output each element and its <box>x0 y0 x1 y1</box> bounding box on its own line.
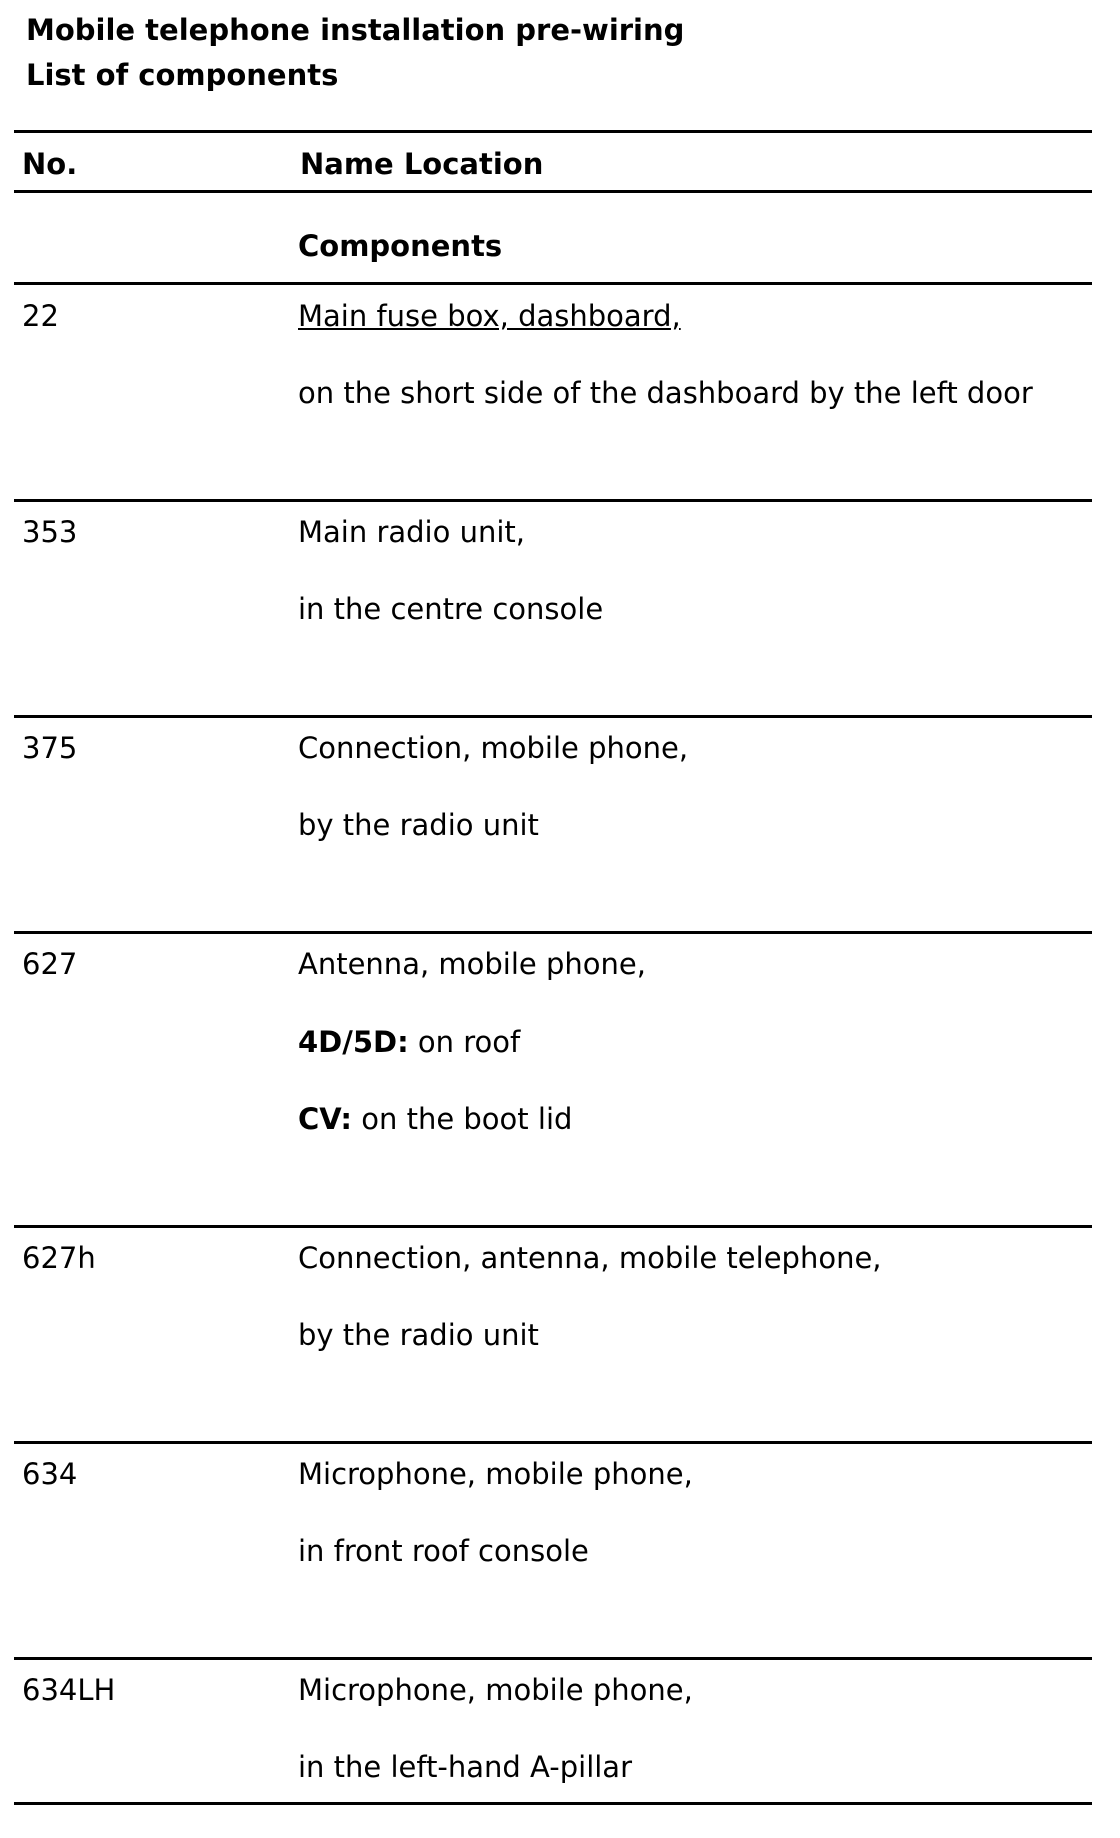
row-number: 353 <box>22 515 78 549</box>
row-name: Connection, mobile phone, <box>298 731 689 765</box>
document-title <box>26 8 684 98</box>
row-divider <box>14 715 1092 718</box>
row-number: 634LH <box>22 1673 116 1707</box>
row-location: on the short side of the dashboard by the left door <box>298 376 1033 410</box>
row-location: in the left-hand A-pillar <box>298 1750 632 1784</box>
row-number: 375 <box>22 731 78 765</box>
row-number: 22 <box>22 299 59 333</box>
row-name: Microphone, mobile phone, <box>298 1457 693 1491</box>
row-name: Antenna, mobile phone, <box>298 947 646 981</box>
variant-label: 4D/5D: <box>298 1025 409 1059</box>
header-bottom-rule <box>14 190 1092 193</box>
column-header-name-location: Name Location <box>300 147 544 181</box>
row-location: in the centre console <box>298 592 604 626</box>
row-location: by the radio unit <box>298 1318 539 1352</box>
title-line-1: Mobile telephone installation pre-wiring <box>26 13 685 47</box>
table-bottom-rule <box>14 1802 1092 1805</box>
row-number: 627 <box>22 947 78 981</box>
title-line-2: List of components <box>26 58 339 92</box>
row-variant-4d5d <box>298 1024 520 1060</box>
variant-label: CV: <box>298 1102 353 1136</box>
section-bottom-rule <box>14 282 1092 285</box>
row-location: by the radio unit <box>298 808 539 842</box>
row-number: 627h <box>22 1241 96 1275</box>
variant-text: on the boot lid <box>352 1102 573 1136</box>
row-divider <box>14 499 1092 502</box>
row-divider <box>14 1225 1092 1228</box>
row-name: Main radio unit, <box>298 515 525 549</box>
row-variant-cv <box>298 1101 572 1137</box>
row-name: Main fuse box, dashboard, <box>298 299 681 333</box>
section-label-components: Components <box>298 229 503 263</box>
row-name: Connection, antenna, mobile telephone, <box>298 1241 882 1275</box>
row-divider <box>14 1657 1092 1660</box>
table-top-rule <box>14 130 1092 133</box>
row-divider <box>14 1441 1092 1444</box>
row-number: 634 <box>22 1457 78 1491</box>
row-name: Microphone, mobile phone, <box>298 1673 693 1707</box>
row-location: in front roof console <box>298 1534 589 1568</box>
column-header-no: No. <box>22 147 78 181</box>
variant-text: on roof <box>408 1025 521 1059</box>
row-divider <box>14 931 1092 934</box>
